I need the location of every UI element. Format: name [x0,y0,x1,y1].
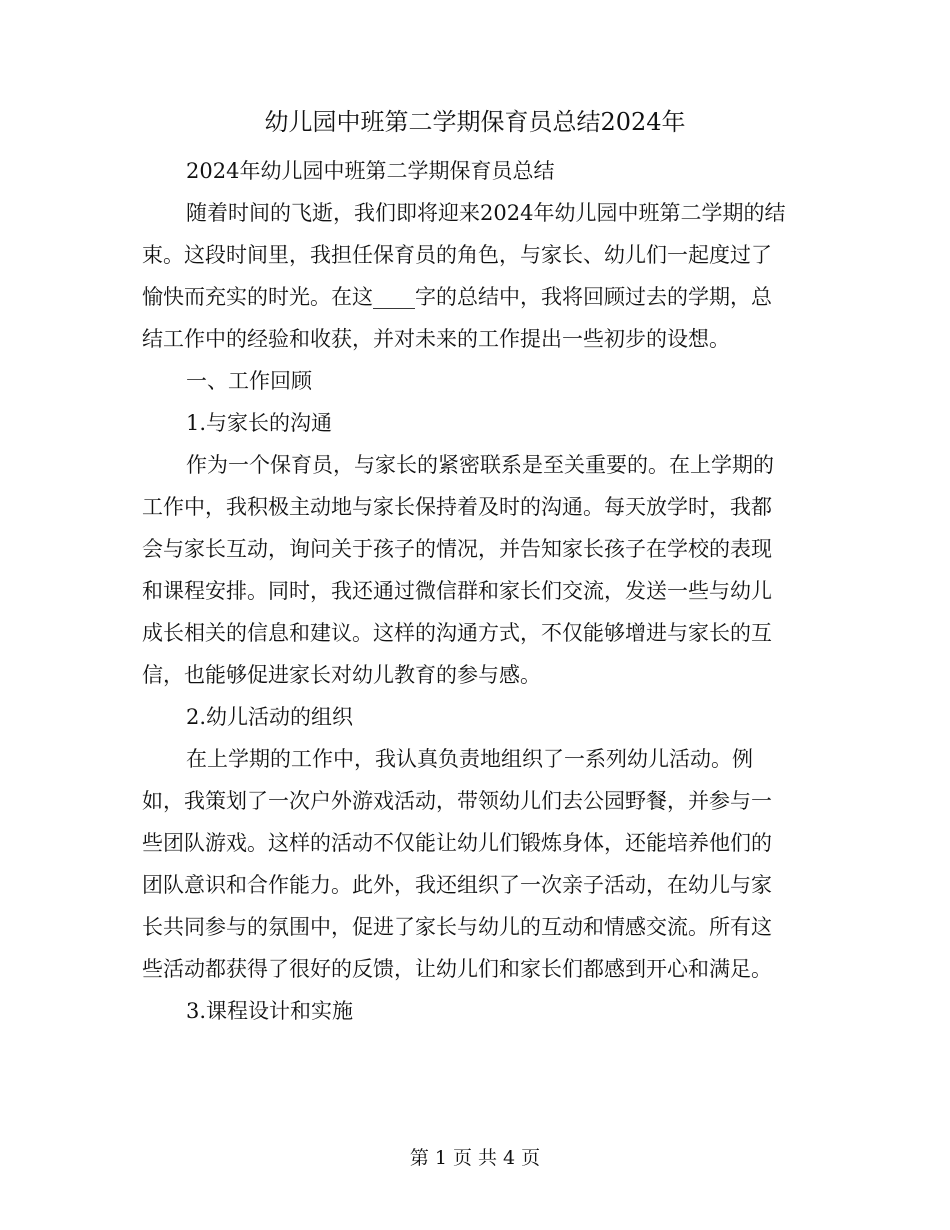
paragraph-line: 信，也能够促进家长对幼儿教育的参与感。 [142,663,541,687]
paragraph-line: 愉快而充实的时光。在这____字的总结中，我将回顾过去的学期，总 [142,285,772,309]
paragraph-line: 些团队游戏。这样的活动不仅能让幼儿们锻炼身体，还能培养他们的 [142,831,772,855]
paragraph-line: 和课程安排。同时，我还通过微信群和家长们交流，发送一些与幼儿 [142,579,772,603]
page-number-footer: 第 1 页 共 4 页 [409,1147,541,1169]
paragraph-line: 工作中，我积极主动地与家长保持着及时的沟通。每天放学时，我都 [142,495,772,519]
paragraph-line: 团队意识和合作能力。此外，我还组织了一次亲子活动，在幼儿与家 [142,873,772,897]
paragraph-line: 会与家长互动，询问关于孩子的情况，并告知家长孩子在学校的表现 [142,537,772,561]
paragraph-line: 长共同参与的氛围中，促进了家长与幼儿的互动和情感交流。所有这 [142,915,772,939]
paragraph-line: 束。这段时间里，我担任保育员的角色，与家长、幼儿们一起度过了 [142,243,772,267]
paragraph-line: 在上学期的工作中，我认真负责地组织了一系列幼儿活动。例 [186,747,753,771]
subsection-heading: 1.与家长的沟通 [186,411,333,435]
subsection-heading: 2.幼儿活动的组织 [186,705,354,729]
document-title: 幼儿园中班第二学期保育员总结2024年 [264,108,686,136]
document-body [142,150,808,1032]
paragraph-line: 成长相关的信息和建议。这样的沟通方式，不仅能够增进与家长的互 [142,621,772,645]
paragraph-line: 结工作中的经验和收获，并对未来的工作提出一些初步的设想。 [142,327,730,351]
paragraph-line: 作为一个保育员，与家长的紧密联系是至关重要的。在上学期的 [186,453,774,477]
section-heading: 一、工作回顾 [186,369,312,393]
paragraph-line: 随着时间的飞逝，我们即将迎来2024年幼儿园中班第二学期的结 [186,201,786,225]
subsection-heading: 3.课程设计和实施 [186,999,354,1023]
paragraph-line: 如，我策划了一次户外游戏活动，带领幼儿们去公园野餐，并参与一 [142,789,772,813]
paragraph-line: 些活动都获得了很好的反馈，让幼儿们和家长们都感到开心和满足。 [142,957,772,981]
subtitle-line: 2024年幼儿园中班第二学期保育员总结 [186,159,555,183]
